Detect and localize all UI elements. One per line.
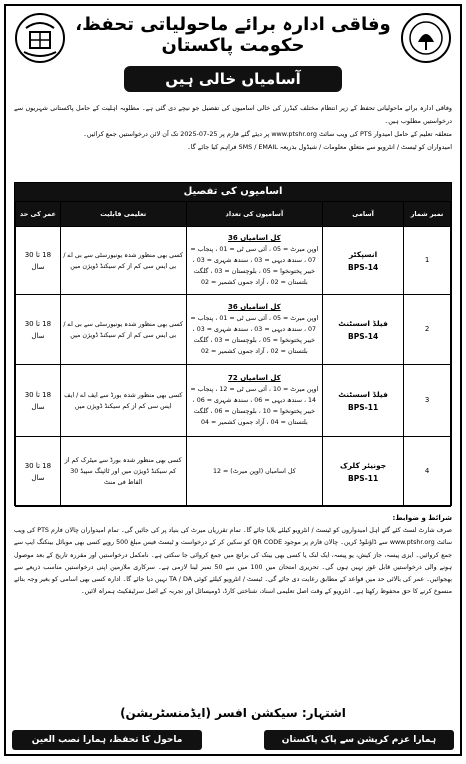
conditions-text: صرف شارٹ لسٹ کئے گئے اہل امیدواروں کو ٹیسٹ / انٹرویو کیلئے بلایا جائے گا۔ تمام تقرریاں میرٹ کی بنیاد پر کی جائیں گی۔ تمام امیدواران چالان فارم PTS کی ویب سائٹ www.ptshr.org سے ڈاؤنلوڈ کریں۔ چالان فارم پر موجود QR CODE کو سکین کر کے درخواست و ٹیسٹ فیس مبلغ 500 روپے کسی بھی موبائل بینکنگ ایپ سے جمع کروائیں۔ ایزی پیسہ، جاز کیش، یو پیسہ، ایک لنک یا کسی بھی بینک کی برانچ میں جمع کروائی جا سکتی ہے۔ نامکمل درخواستیں اور مقررہ تاریخ کے بعد موصول ہونے والی درخواستیں قابل غور نہیں ہوں گی۔ تحریری امتحان میں 100 میں سے 50 نمبر لینا لازمی ہے۔ سرکاری ملازمین اپنی درخواستیں مناسب ذریعے سے بھجوائیں۔ عمر کی بالائی حد میں قواعد کے مطابق رعایت دی جائے گی۔ ٹیسٹ / انٹرویو کیلئے کوئی TA / DA نہیں دیا جائے گا۔ ادارہ کسی بھی اسامی کو بغیر وجہ بتائے منسوخ کرنے کا حق محفوظ رکھتا ہے۔ انٹرویو کے وقت اصل تعلیمی اسناد، شناختی کارڈ، ڈومیسائل اور تجربہ کے اصل سرٹیفکیٹ ہمراہ لائیں۔ bbox=[14, 527, 453, 596]
age-cell: 18 تا 30 سال bbox=[16, 227, 61, 295]
table-row bbox=[16, 365, 451, 437]
post-name: فیلڈ اسسٹنٹ bbox=[338, 389, 388, 399]
header-post: آسامی bbox=[323, 202, 404, 227]
header-serial: نمبر شمار bbox=[404, 202, 451, 227]
footer-slogan-left: ماحول کا تحفظ، ہمارا نصب العین bbox=[12, 730, 202, 750]
footer-slogan-right: ہمارا عزم کرپشن سے پاک پاکستان bbox=[264, 730, 454, 750]
quota-text: کل اسامیاں (اوپن میرٹ) = 12 bbox=[212, 468, 296, 475]
table-header-row bbox=[16, 202, 451, 227]
terms-and-conditions bbox=[14, 512, 452, 598]
serial-cell: 2 bbox=[404, 295, 451, 365]
total-posts: کل اسامیاں 72 bbox=[228, 374, 281, 382]
post-scale: BPS-14 bbox=[348, 262, 379, 272]
intro-paragraph: وفاقی ادارہ برائے ماحولیاتی تحفظ کے زیر انتظام مختلف کیڈرز کی خالی اسامیوں کی تفصیل جو نیچے دی گئی ہے۔ مطلوبہ اہلیت کے حامل پاکستانی شہریوں سے درخواستیں مطلوب ہیں۔ bbox=[14, 104, 452, 125]
qualification-cell: کسی بھی منظور شدہ یونیورسٹی سے بی اے / بی ایس سی کم از کم سیکنڈ ڈویژن میں bbox=[60, 295, 186, 365]
header-qualification: تعلیمی قابلیت bbox=[60, 202, 186, 227]
post-scale: BPS-14 bbox=[348, 331, 379, 341]
vacancy-table bbox=[14, 182, 452, 506]
qualification-cell: کسی بھی منظور شدہ یونیورسٹی سے بی اے / بی ایس سی کم از کم سیکنڈ ڈویژن میں bbox=[60, 227, 186, 295]
total-posts: کل اسامیاں 36 bbox=[228, 303, 281, 311]
table-title: اسامیوں کی تفصیل bbox=[15, 183, 451, 201]
quota-text: اوپن میرٹ = 05 ، آئی سی ٹی = 01 ، پنجاب = 07 ، سندھ دیہی = 03 ، سندھ شہری = 03 ، خیبر پختونخوا = 05 ، بلوچستان = 03 ، گلگت بلتستان = 02 ، آزاد جموں کشمیر = 02 bbox=[190, 246, 319, 286]
post-scale: BPS-11 bbox=[348, 473, 379, 483]
government-emblem-icon bbox=[14, 12, 66, 64]
count-cell bbox=[186, 365, 322, 437]
qualification-cell: کسی بھی منظور شدہ بورڈ سے ایف اے / ایف ایس سی کم از کم سیکنڈ ڈویژن میں bbox=[60, 365, 186, 437]
count-cell bbox=[186, 227, 322, 295]
intro-paragraph: متعلقہ تعلیم کے حامل امیدوار PTS کی ویب سائٹ www.ptshr.org پر دیئے گئے فارم پر 25-07-2025 تک آن لائن درخواستیں جمع کرائیں۔ bbox=[83, 130, 452, 138]
count-cell bbox=[186, 437, 322, 507]
quota-text: اوپن میرٹ = 05 ، آئی سی ٹی = 01 ، پنجاب = 07 ، سندھ دیہی = 03 ، سندھ شہری = 03 ، خیبر پختونخوا = 05 ، بلوچستان = 03 ، گلگت بلتستان = 02 ، آزاد جموں کشمیر = 02 bbox=[190, 315, 319, 355]
intro-paragraph: امیدواران کو ٹیسٹ / انٹرویو سے متعلق معلومات / شیڈول بذریعہ SMS / EMAIL فراہم کیا جائے گا۔ bbox=[186, 143, 452, 151]
vacancies-banner: آسامیاں خالی ہیں bbox=[124, 66, 342, 92]
count-cell bbox=[186, 295, 322, 365]
post-name: فیلڈ اسسٹنٹ bbox=[338, 318, 388, 328]
quota-text: اوپن میرٹ = 10 ، آئی سی ٹی = 12 ، پنجاب = 14 ، سندھ دیہی = 06 ، سندھ شہری = 06 ، خیبر پختونخوا = 10 ، بلوچستان = 06 ، گلگت بلتستان = 04 ، آزاد جموں کشمیر = 04 bbox=[190, 386, 319, 426]
qualification-cell: کسی بھی منظور شدہ بورڈ سے میٹرک کم از کم سیکنڈ ڈویژن میں اور ٹائپنگ سپیڈ 30 الفاظ فی منٹ bbox=[60, 437, 186, 507]
header bbox=[6, 6, 460, 98]
advertisement-page bbox=[4, 4, 462, 756]
conditions-title: شرائط و ضوابط: bbox=[392, 514, 452, 522]
post-name: انسپکٹر bbox=[349, 249, 378, 259]
intro-text bbox=[14, 102, 452, 154]
post-scale: BPS-11 bbox=[348, 402, 379, 412]
post-cell bbox=[323, 227, 404, 295]
organization-title: وفاقی ادارہ برائے ماحولیاتی تحفظ، حکومت پاکستان bbox=[75, 14, 391, 56]
post-cell bbox=[323, 295, 404, 365]
serial-cell: 3 bbox=[404, 365, 451, 437]
serial-cell: 1 bbox=[404, 227, 451, 295]
post-cell bbox=[323, 365, 404, 437]
age-cell: 18 تا 30 سال bbox=[16, 365, 61, 437]
serial-cell: 4 bbox=[404, 437, 451, 507]
header-age: عمر کی حد bbox=[16, 202, 61, 227]
age-cell: 18 تا 30 سال bbox=[16, 437, 61, 507]
signature-line: اشتہار: سیکشن افسر (ایڈمنسٹریشن) bbox=[120, 706, 346, 720]
table-row bbox=[16, 227, 451, 295]
agency-seal-icon bbox=[400, 12, 452, 64]
table-row bbox=[16, 295, 451, 365]
total-posts: کل اسامیاں 36 bbox=[228, 234, 281, 242]
post-cell bbox=[323, 437, 404, 507]
age-cell: 18 تا 30 سال bbox=[16, 295, 61, 365]
table-row bbox=[16, 437, 451, 507]
post-name: جونیئر کلرک bbox=[340, 460, 387, 470]
header-count: آسامیوں کی تعداد bbox=[186, 202, 322, 227]
